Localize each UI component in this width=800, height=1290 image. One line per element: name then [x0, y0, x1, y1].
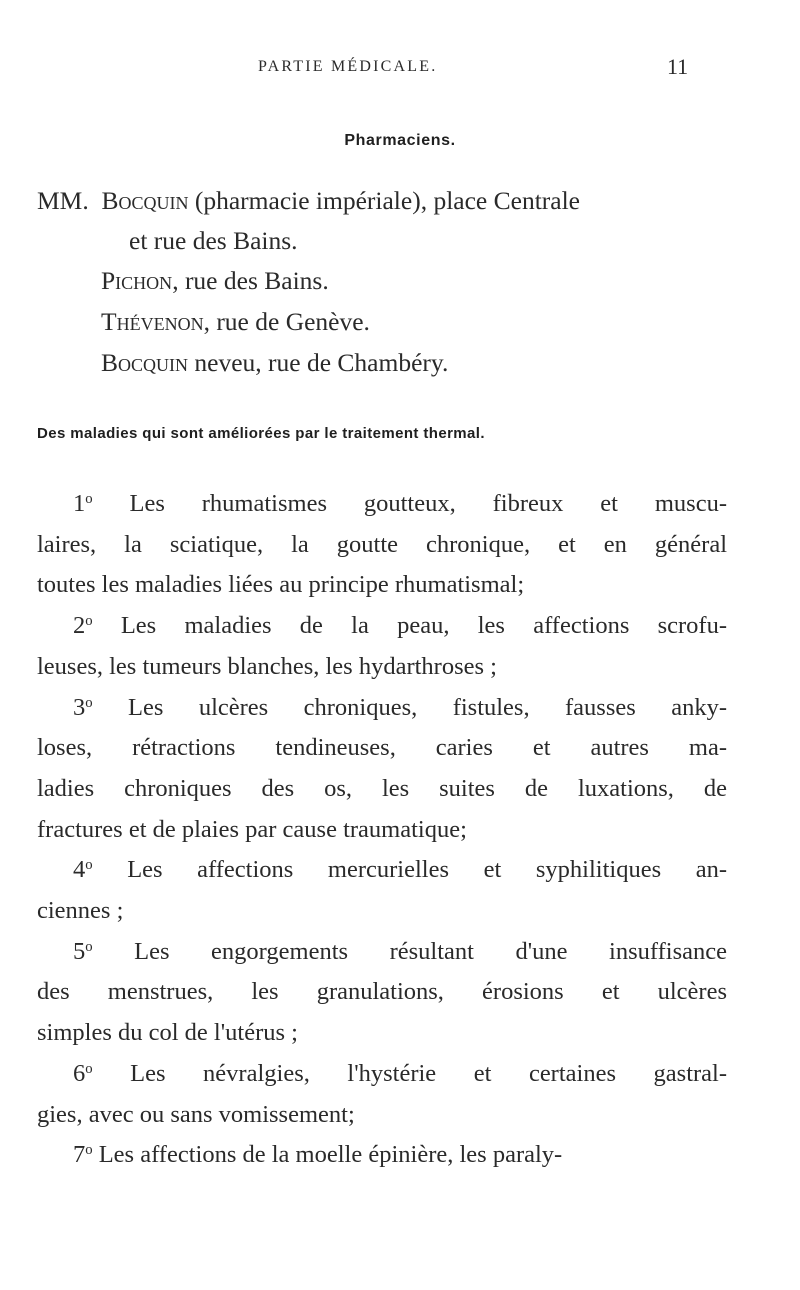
item-text: leuses, les tumeurs blanches, les hydarthroses ;: [37, 652, 497, 680]
pharmacist-detail: neveu, rue de Chambéry.: [188, 348, 449, 377]
item-number: 1: [73, 490, 86, 517]
item-line: [37, 531, 727, 559]
pharmacist-detail: , rue des Bains.: [172, 266, 329, 295]
item-text: Les rhumatismes goutteux, fibreux et muscu-: [92, 490, 727, 517]
pharmacist-name: Bocquin: [101, 186, 189, 215]
running-title: PARTIE MÉDICALE.: [258, 58, 438, 75]
item-number: 4: [73, 856, 86, 884]
running-header: [0, 54, 800, 88]
item-line: [37, 1019, 298, 1047]
line-text: [73, 490, 727, 518]
item-text: ladies chroniques des os, les suites de luxations, de: [37, 774, 727, 802]
pharmaciens-heading: Pharmaciens.: [344, 132, 456, 149]
item-text: Les affections mercurielles et syphilitiques an-: [92, 856, 727, 884]
degree-mark: o: [85, 1142, 93, 1159]
pharmacist-detail: et rue des Bains.: [129, 226, 298, 255]
numbered-item-line: [73, 1141, 562, 1169]
degree-mark: o: [85, 613, 93, 630]
numbered-item-line: [73, 1060, 727, 1088]
item-text: Les maladies de la peau, les affections scrofu-: [92, 612, 727, 640]
pharmacist-entry: [37, 186, 580, 216]
numbered-item-line: [73, 490, 727, 518]
item-line: [37, 897, 123, 925]
line-text: [37, 1101, 355, 1128]
pharmacist-entry: [101, 307, 370, 337]
line-text: [37, 897, 123, 924]
line-text: [37, 531, 727, 559]
degree-mark: o: [85, 1060, 93, 1077]
item-line: [37, 775, 727, 803]
item-text: toutes les maladies liées au principe rhumatismal;: [37, 571, 525, 599]
pharmacist-name: Thévenon: [101, 307, 204, 336]
line-text: [37, 653, 497, 680]
item-text: ciennes ;: [37, 897, 124, 924]
line-text: [73, 612, 727, 640]
item-line: [37, 653, 497, 681]
pharmacist-entry: [101, 348, 448, 378]
item-number: 3: [73, 693, 86, 721]
item-text: Les névralgies, l'hystérie et certaines gastral-: [92, 1059, 727, 1087]
line-text: [37, 1019, 298, 1046]
item-line: [37, 571, 524, 599]
item-text: Les engorgements résultant d'une insuffisance: [92, 937, 727, 965]
degree-mark: o: [85, 490, 93, 507]
line-text: [37, 571, 524, 598]
pharmacist-detail: , rue de Genève.: [203, 307, 370, 336]
item-line: [37, 1101, 355, 1129]
item-text: simples du col de l'utérus ;: [37, 1019, 298, 1047]
item-text: laires, la sciatique, la goutte chronique, et en général: [37, 530, 727, 558]
item-line: [37, 816, 467, 844]
pharmacist-name: Bocquin: [101, 348, 189, 377]
item-number: 7: [73, 1141, 86, 1169]
item-number: 6: [73, 1059, 86, 1087]
line-text: [37, 775, 727, 803]
maladies-heading: Des maladies qui sont améliorées par le traitement thermal.: [37, 425, 485, 442]
pharmacist-name: Pichon: [101, 266, 173, 295]
line-text: [73, 938, 727, 966]
item-number: 5: [73, 937, 86, 965]
numbered-item-line: [73, 856, 727, 884]
degree-mark: o: [85, 938, 93, 955]
item-line: [37, 734, 727, 762]
line-text: [73, 1060, 727, 1088]
item-text: des menstrues, les granulations, érosions et ulcères: [37, 978, 727, 1006]
page-number: 11: [667, 54, 689, 79]
line-text: [37, 816, 467, 843]
item-text: Les affections de la moelle épinière, les paraly-: [92, 1141, 563, 1169]
item-number: 2: [73, 612, 86, 640]
degree-mark: o: [85, 694, 93, 711]
degree-mark: o: [85, 857, 93, 874]
numbered-item-line: [73, 694, 727, 722]
pharmacist-detail: (pharmacie impériale), place Centrale: [188, 186, 580, 215]
item-line: [37, 978, 727, 1006]
item-text: Les ulcères chroniques, fistules, fausses anky-: [92, 693, 727, 721]
numbered-item-line: [73, 612, 727, 640]
line-text: [73, 694, 727, 722]
line-text: [37, 734, 727, 762]
item-text: loses, rétractions tendineuses, caries et autres ma-: [37, 734, 727, 762]
line-text: [37, 978, 727, 1006]
pharmacist-entry-continuation: [129, 226, 298, 256]
line-text: [73, 856, 727, 884]
mm-prefix: MM.: [37, 186, 89, 215]
line-text: [73, 1141, 562, 1168]
numbered-item-line: [73, 938, 727, 966]
pharmacist-entry: [101, 266, 329, 296]
item-text: fractures et de plaies par cause traumatique;: [37, 815, 467, 843]
item-text: gies, avec ou sans vomissement;: [37, 1100, 355, 1128]
